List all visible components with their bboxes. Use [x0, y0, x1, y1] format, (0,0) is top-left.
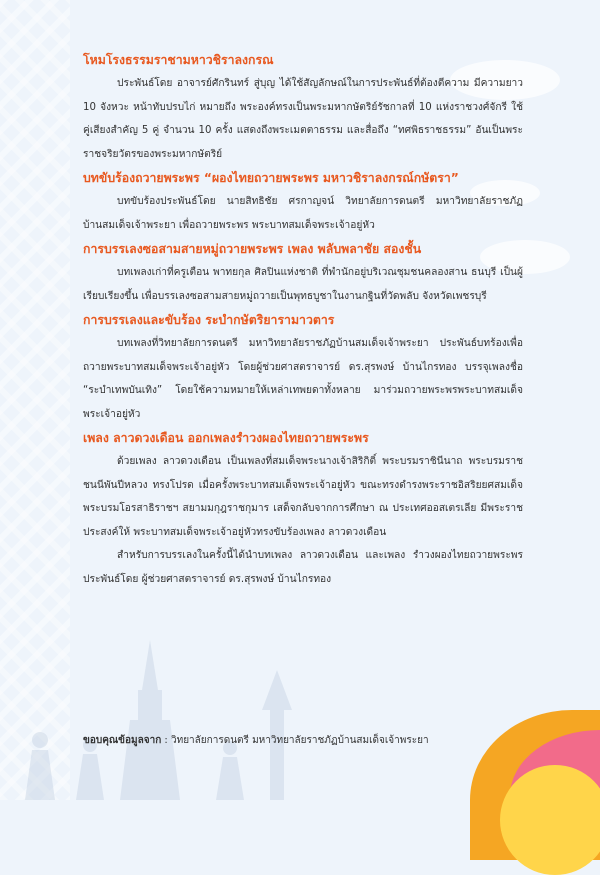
- section-blessing-song: [83, 166, 523, 237]
- section-paragraph: บทเพลงเก่าที่ครูเตือน พาทยกุล ศิลปินแห่งชาติ ที่พำนักอยู่บริเวณชุมชนคลองสาน ธนบุรี เป็นผู้เรียบเรียงขึ้น เพื่อบรรเลงซอสามสายหมู่ถวายเป็นพุทธบูชาในงานกฐินที่วัดพลับ จังหวัดเพชรบุรี: [83, 267, 523, 302]
- section-so-sam-sai: [83, 237, 523, 308]
- section-paragraph: ประพันธ์โดย อาจารย์ศักรินทร์ สู่บุญ ได้ใช้สัญลักษณ์ในการประพันธ์ที่ต้องตีความ มีความยาว 10 จังหวะ หน้าทับปรบไก่ หมายถึง พระองค์ทรงเป็นพระมหากษัตริย์รัชกาลที่ 10 แห่งราชวงศ์จักรี ใช้คู่เสียงสำคัญ 5 คู่ จำนวน 10 ครั้ง แสดงถึงพระเมตตาธรรม และสื่อถึง “ทศพิธราชธรรม” อันเป็นพระราชจริยวัตรของพระมหากษัตริย์: [83, 78, 523, 160]
- section-rama-dance: [83, 308, 523, 426]
- section-heading: การบรรเลงซอสามสายหมู่ถวายพระพร เพลง พลับพลาชัย สองชั้น: [83, 242, 422, 256]
- section-paragraph: ด้วยเพลง ลาวดวงเดือน เป็นเพลงที่สมเด็จพระนางเจ้าสิริกิติ์ พระบรมราชินีนาถ พระบรมราชชนนีพันปีหลวง ทรงโปรด เมื่อครั้งพระบาทสมเด็จพระเจ้าอยู่หัว ขณะทรงดำรงพระราชอิสริยยศสมเด็จพระบรมโอรสาธิราชฯ สยามมกุฎราชกุมาร เสด็จกลับจากการศึกษา ณ ประเทศออสเตรเลีย มีพระราชประสงค์ให้ พระบาทสมเด็จพระเจ้าอยู่หัวทรงขับร้องเพลง ลาวดวงเดือน: [83, 456, 523, 538]
- section-heading: เพลง ลาวดวงเดือน ออกเพลงรำวงผองไทยถวายพระพร: [83, 431, 369, 445]
- section-heading: โหมโรงธรรมราชามหาวชิราลงกรณ: [83, 53, 274, 67]
- credit-label: ขอบคุณข้อมูลจาก: [83, 735, 162, 746]
- section-paragraph: บทขับร้องประพันธ์โดย นายสิทธิชัย ศรกาญจน์ วิทยาลัยการดนตรี มหาวิทยาลัยราชภัฏบ้านสมเด็จเจ้าพระยา เพื่อถวายพระพร พระบาทสมเด็จพระเจ้าอยู่หัว: [83, 196, 523, 231]
- credit-source: วิทยาลัยการดนตรี มหาวิทยาลัยราชภัฏบ้านสมเด็จเจ้าพระยา: [170, 735, 429, 746]
- yellow-circle-decoration: [500, 765, 600, 875]
- section-heading: การบรรเลงและขับร้อง ระบำกษัตริยารามาวตาร: [83, 313, 335, 327]
- section-heading: บทขับร้องถวายพระพร “ผองไทยถวายพระพร มหาวชิราลงกรณ์กษัตรา”: [83, 171, 459, 185]
- article-body: [83, 48, 523, 591]
- temple-dancers-silhouette: [0, 630, 330, 800]
- section-paragraph: สำหรับการบรรเลงในครั้งนี้ได้นำบทเพลง ลาวดวงเดือน และเพลง รำวงผองไทยถวายพระพร ประพันธ์โดย ผู้ช่วยศาสตราจารย์ ดร.สุรพงษ์ บ้านไกรทอง: [83, 550, 523, 585]
- section-paragraph: บทเพลงที่วิทยาลัยการดนตรี มหาวิทยาลัยราชภัฏบ้านสมเด็จเจ้าพระยา ประพันธ์บทร้องเพื่อถวายพระบาทสมเด็จพระเจ้าอยู่หัว โดยผู้ช่วยศาสตราจารย์ ดร.สุรพงษ์ บ้านไกรทอง บรรจุเพลงชื่อ “ระบำเทพบันเทิง” โดยใช้ความหมายให้เหล่าเทพยดาทั้งหลาย มาร่วมถวายพระพรพระบาทสมเด็จพระเจ้าอยู่หัว: [83, 338, 523, 420]
- credit-separator: :: [161, 735, 171, 746]
- credit-line: [83, 731, 523, 751]
- section-lao-duang-duean: [83, 426, 523, 591]
- section-overture: [83, 48, 523, 166]
